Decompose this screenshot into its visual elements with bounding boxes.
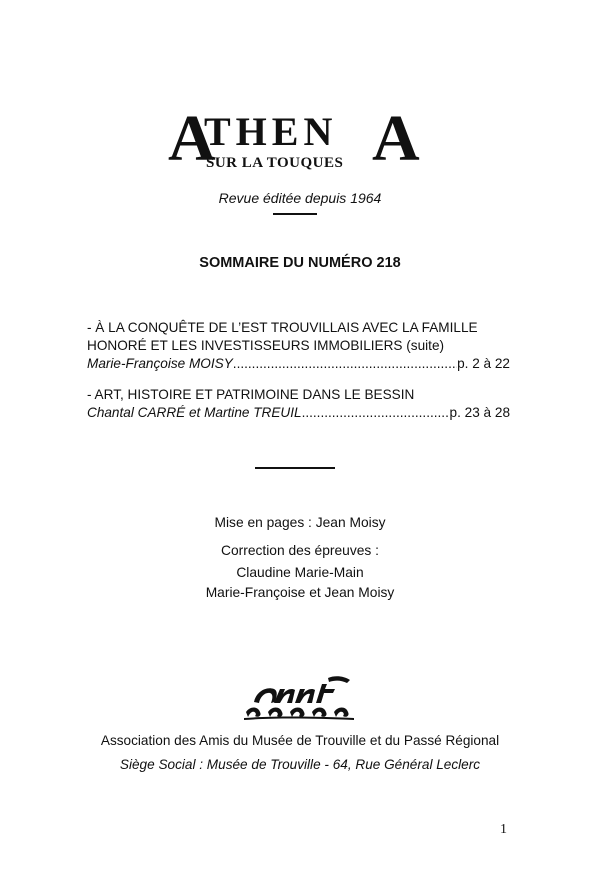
toc-author-name: Chantal CARRÉ (87, 405, 186, 420)
toc-leader-dots (233, 355, 457, 373)
divider-top (273, 213, 317, 215)
tagline: Revue éditée depuis 1964 (218, 190, 382, 206)
toc-author-conjunction: et (185, 405, 205, 420)
credits-proofreading-label: Correction des épreuves : (221, 543, 379, 558)
credits-layout: Mise en pages : Jean Moisy (214, 515, 386, 530)
toc-entry-title-line: - ART, HISTOIRE ET PATRIMOINE DANS LE BESSIN (87, 387, 415, 402)
masthead-subtitle: SUR LA TOUQUES (206, 155, 344, 171)
association-address: Siège Social : Musée de Trouville - 64, Rue Général Leclerc (119, 757, 481, 772)
toc-entry-authors (87, 404, 302, 422)
toc-entry-pages: p. 2 à 22 (457, 356, 510, 371)
toc-entry-authors: Marie-Françoise MOISY (87, 356, 233, 371)
page-number: 1 (500, 822, 507, 837)
masthead-logo (168, 102, 438, 178)
association-name: Association des Amis du Musée de Trouville et du Passé Régional (100, 733, 500, 748)
toc-entry-title-line: HONORÉ ET LES INVESTISSEURS IMMOBILIERS (suite) (87, 338, 445, 353)
masthead-letter-a-left: A (168, 102, 216, 175)
toc-author-name: Martine TREUIL (204, 405, 302, 420)
toc-leader-dots (302, 404, 450, 422)
summary-title: SOMMAIRE DU NUMÉRO 218 (199, 255, 401, 271)
toc-entry-2 (87, 386, 510, 422)
masthead-letter-a-right: A (372, 102, 420, 175)
toc-entry-1 (87, 319, 510, 373)
masthead-then: THEN (204, 109, 338, 154)
credits-proofreader: Claudine Marie-Main (236, 565, 364, 580)
credits-proofreader: Marie-Françoise et Jean Moisy (205, 585, 395, 600)
toc-entry-pages: p. 23 à 28 (449, 405, 510, 420)
divider-middle (255, 467, 335, 469)
amt-logo-icon (240, 672, 362, 724)
toc-entry-author-line (87, 355, 510, 373)
toc-entry-author-line (87, 404, 510, 422)
toc-entry-title-line: - À LA CONQUÊTE DE L’EST TROUVILLAIS AVEC LA FAMILLE (87, 320, 478, 335)
